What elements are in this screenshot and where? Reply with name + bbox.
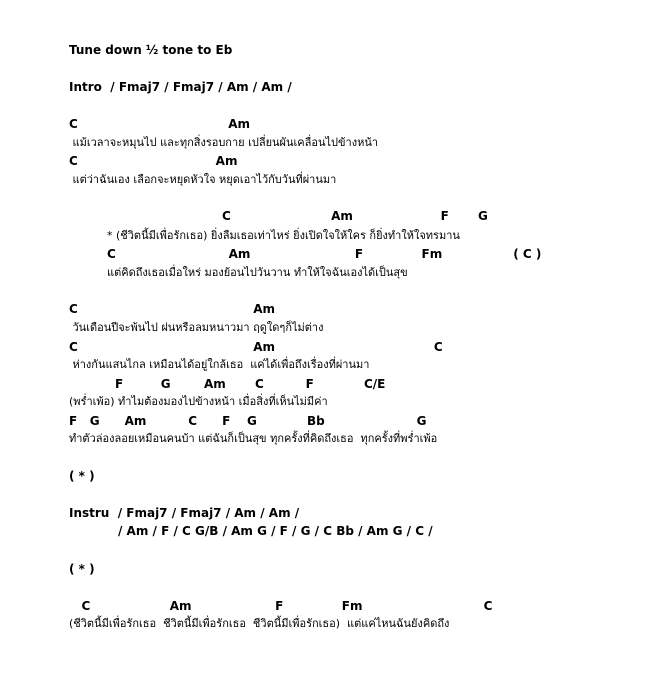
lyric-line: (ชีวิตนี้มีเพื่อรักเธอ ชีวิตนี้มีเพื่อรักเธอ ชีวิตนี้มีเพื่อรักเธอ) แต่แค่ไหนฉันยังคิดถึง [69, 617, 450, 630]
repeat-marker: ( * ) [69, 469, 95, 483]
lyric-line: แม้เวลาจะหมุนไป และทุกสิ่งรอบกาย เปลี่ยนผันเคลื่อนไปข้างหน้า [69, 136, 379, 149]
chord-line: F G Am C F C/E [69, 377, 386, 391]
tuning-note: Tune down ½ tone to Eb [69, 43, 233, 57]
lyric-line: ทำตัวล่องลอยเหมือนคนบ้า แต่ฉันก็เป็นสุข ทุกครั้งที่คิดถึงเธอ ทุกครั้งที่พร่ำเพ้อ [69, 432, 438, 445]
intro-line: Intro / Fmaj7 / Fmaj7 / Am / Am / [69, 80, 292, 94]
chord-line: C Am [69, 154, 238, 168]
chord-line: C Am [69, 117, 250, 131]
repeat-marker: ( * ) [69, 562, 95, 576]
lyric-line: แต่คิดถึงเธอเมื่อใหร่ มองย้อนไปวันวาน ทำให้ใจฉันเองได้เป็นสุข [107, 266, 408, 279]
lyric-line: (พร่ำเพ้อ) ทำไมต้องมองไปข้างหน้า เมื่อสิ่งที่เห็นไม่มีค่า [69, 395, 328, 408]
lyric-line: แต่ว่าฉันเอง เลือกจะหยุดหัวใจ หยุดเอาไว้กับวันที่ผ่านมา [69, 173, 337, 186]
chord-line: C Am F Fm C [69, 599, 493, 613]
chord-line: C Am C [69, 340, 443, 354]
chord-line: C Am [69, 302, 276, 316]
lyric-line: * (ชีวิตนี้มีเพื่อรักเธอ) ยิ่งลืมเธอเท่าไหร่ ยิ่งเปิดใจให้ใคร ก็ยิ่งทำให้ใจทรมาน [107, 229, 460, 242]
chord-line: C Am F G [222, 209, 488, 223]
instru-line: Instru / Fmaj7 / Fmaj7 / Am / Am / [69, 506, 300, 520]
lyric-line: วันเดือนปีจะพ้นไป ฝนหรือลมหนาวมา ฤดูใดๆก็ไม่ต่าง [69, 321, 324, 334]
chord-line: F G Am C F G Bb G [69, 414, 427, 428]
chord-line: C Am F Fm ( C ) [107, 247, 542, 261]
instru-line: / Am / F / C G/B / Am G / F / G / C Bb / Am G / C / [118, 524, 433, 538]
lyric-line: ห่างกันแสนไกล เหมือนได้อยู่ใกล้เธอ แค่ได้เพื่อถึงเรื่องที่ผ่านมา [69, 358, 370, 371]
